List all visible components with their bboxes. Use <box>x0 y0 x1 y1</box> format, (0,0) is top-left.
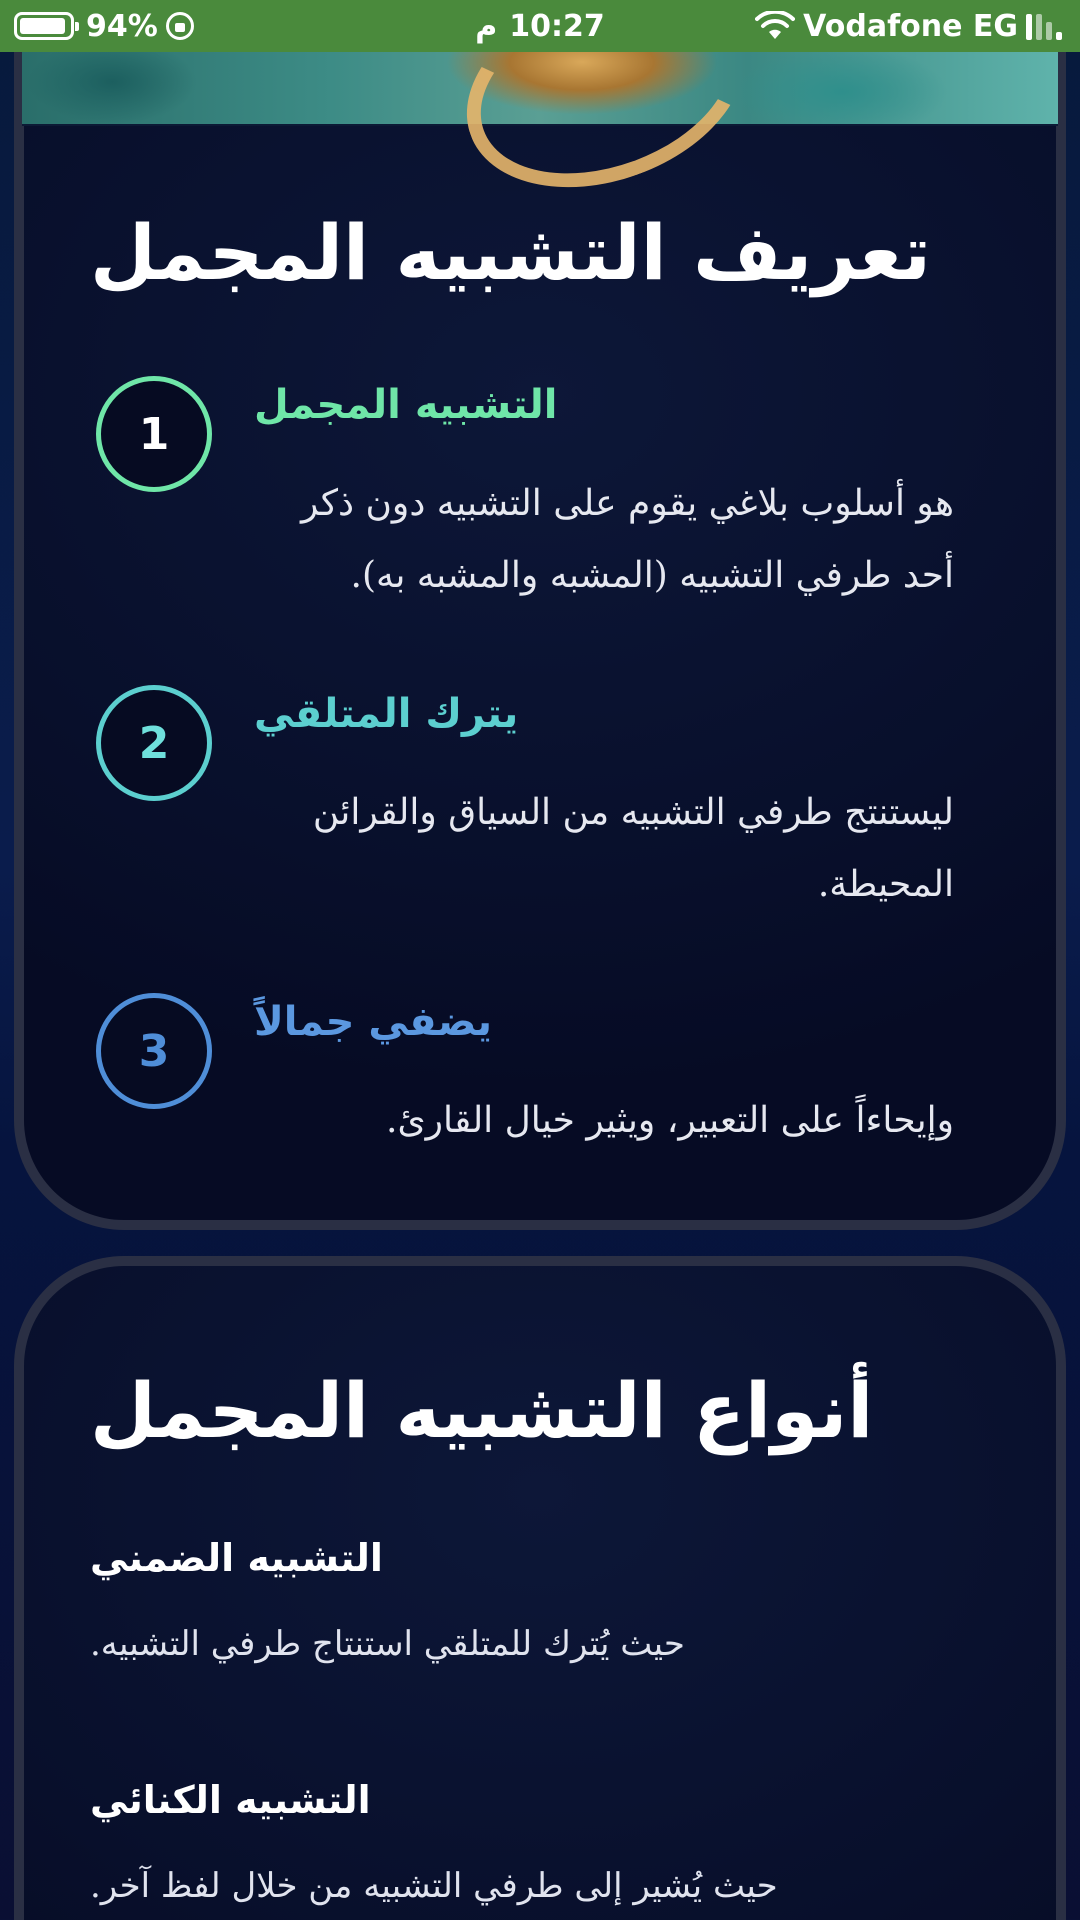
clock-period: م <box>475 8 498 44</box>
step-description: ليستنتج طرفي التشبيه من السياق والقرائن المحيطة. <box>312 792 954 905</box>
step-number-badge: 2 <box>96 685 212 801</box>
type-item <box>90 1536 990 1664</box>
types-card <box>14 1256 1066 1920</box>
type-description: حيث يُشير إلى طرفي التشبيه من خلال لفظ آخر. <box>90 1866 778 1906</box>
battery-fill <box>20 18 65 34</box>
rotation-lock-icon <box>166 12 194 40</box>
step-title: يترك المتلقي <box>254 691 519 737</box>
step-number-badge: 3 <box>96 993 212 1109</box>
type-name: التشبيه الضمني <box>90 1536 383 1580</box>
definition-card <box>14 40 1066 1230</box>
step-number-badge: 1 <box>96 376 212 492</box>
definition-title: تعريف التشبيه المجمل <box>90 208 931 297</box>
step-description: هو أسلوب بلاغي يقوم على التشبيه دون ذكر أحد طرفي التشبيه (المشبه والمشبه به). <box>301 483 954 596</box>
status-bar <box>0 0 1080 52</box>
step-title: يضفي جمالاً <box>254 999 493 1045</box>
battery-icon <box>14 12 74 40</box>
types-title: أنواع التشبيه المجمل <box>90 1366 874 1455</box>
type-name: التشبيه الكنائي <box>90 1778 371 1822</box>
status-left <box>14 9 194 44</box>
step-description: وإيحاءاً على التعبير، ويثير خيال القارئ. <box>386 1100 954 1141</box>
status-time <box>475 9 605 44</box>
battery-percent: 94% <box>86 8 158 44</box>
type-item <box>90 1778 990 1906</box>
wifi-icon <box>755 11 795 41</box>
signal-icon <box>1026 12 1062 40</box>
type-description: حيث يُترك للمتلقي استنتاج طرفي التشبيه. <box>90 1624 685 1664</box>
status-right <box>755 9 1062 44</box>
carrier-name: Vodafone EG <box>803 8 1018 44</box>
step-title: التشبيه المجمل <box>254 382 558 428</box>
header-illustration <box>22 52 1058 126</box>
clock-time: 10:27 <box>509 8 605 44</box>
